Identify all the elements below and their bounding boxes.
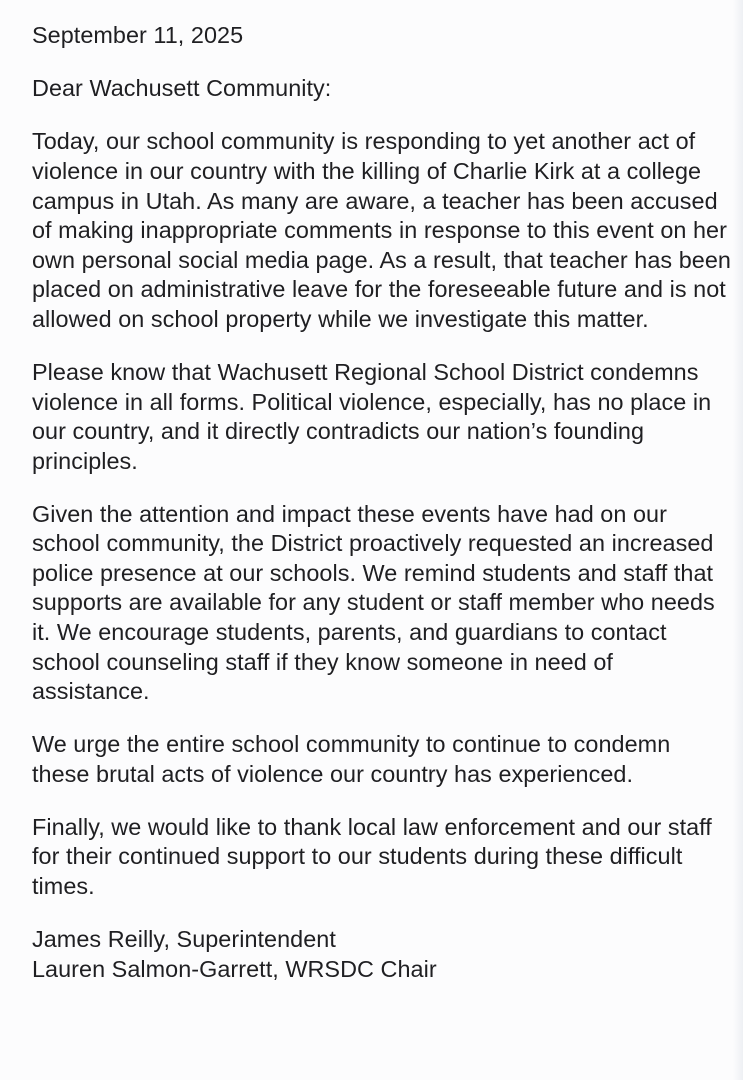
paragraph-condemnation: Please know that Wachusett Regional School District condemns violence in all forms. Political violence, especially, has no place in our country, and it directly contradicts our nation’s founding principles. (32, 358, 712, 474)
signature-superintendent: James Reilly, Superintendent (32, 925, 336, 952)
letter-date: September 11, 2025 (32, 22, 244, 48)
letter-salutation: Dear Wachusett Community: (32, 75, 332, 102)
paragraph-incident: Today, our school community is responding to yet another act of violence in our country with the killing of Charlie Kirk at a college campus in Utah. As many are aware, a teacher has been accused of making inappropriate comments in response to this event on her own personal social media page. As a result, that teacher has been placed on administrative leave for the foreseeable future and is not allowed on school property while we investigate this matter. (32, 128, 731, 332)
page-edge-shadow (733, 0, 743, 1080)
signature-block (32, 925, 732, 984)
paragraph-urge: We urge the entire school community to continue to condemn these brutal acts of violence our country has experienced. (32, 731, 671, 787)
letter-body (32, 21, 732, 984)
paragraph-support: Given the attention and impact these events have had on our school community, the District proactively requested an increased police presence at our schools. We remind students and staff that supports are available for any student or staff member who needs it. We encourage students, parents, and guardians to contact school counseling staff if they know someone in need of assistance. (32, 500, 715, 705)
paragraph-thanks: Finally, we would like to thank local law enforcement and our staff for their continued support to our students during these difficult times. (32, 813, 712, 899)
signature-chair: Lauren Salmon-Garrett, WRSDC Chair (32, 955, 437, 982)
